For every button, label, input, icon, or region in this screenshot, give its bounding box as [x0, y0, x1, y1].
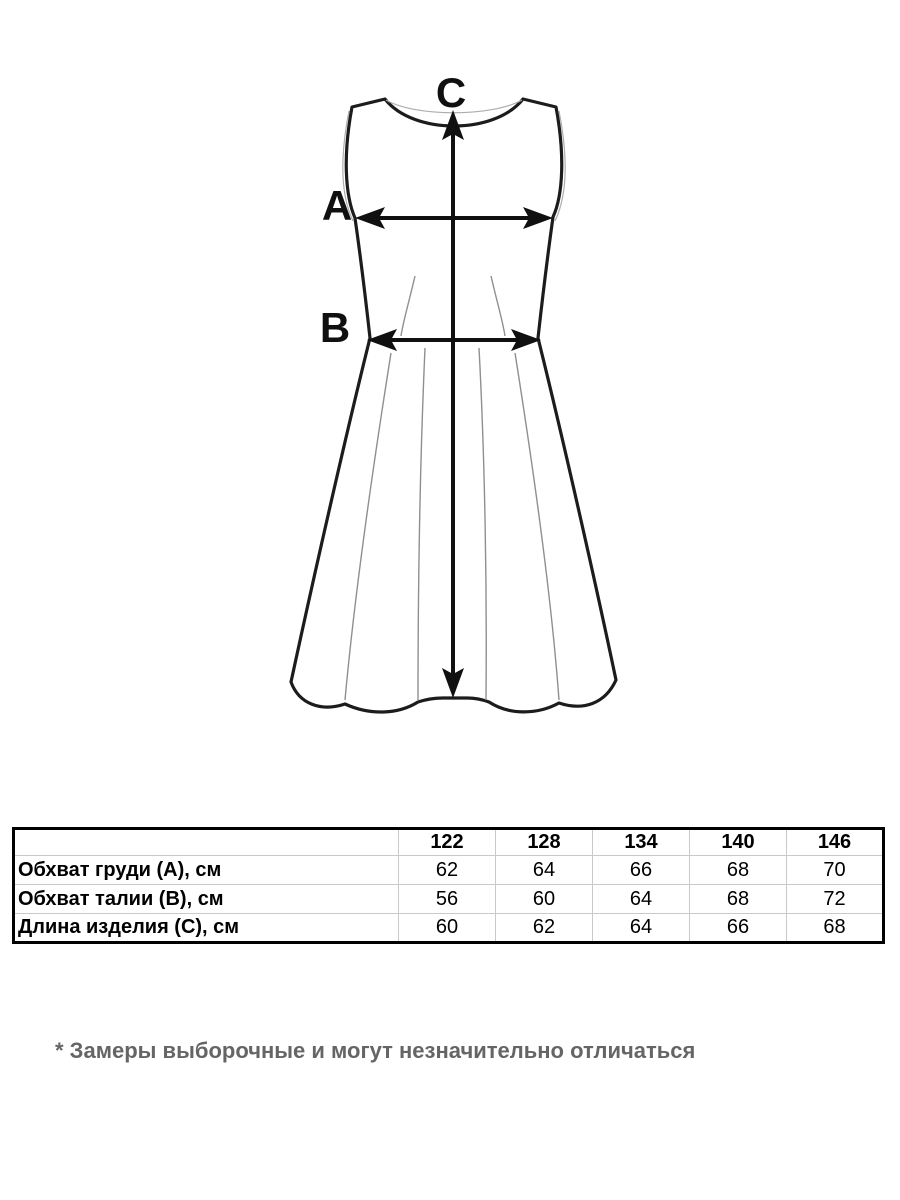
footnote: * Замеры выборочные и могут незначительно отличаться	[55, 1038, 696, 1063]
value-cell: 68	[690, 885, 787, 914]
dress-diagram	[275, 70, 635, 730]
size-header: 134	[593, 829, 690, 856]
value-cell: 62	[496, 914, 593, 943]
value-cell: 62	[399, 856, 496, 885]
value-cell: 68	[787, 914, 884, 943]
value-cell: 72	[787, 885, 884, 914]
waist-label: B	[319, 304, 351, 351]
size-header: 146	[787, 829, 884, 856]
table-row-waist	[14, 885, 884, 914]
value-cell: 56	[399, 885, 496, 914]
value-cell: 66	[690, 914, 787, 943]
row-label: Обхват талии (B), см	[14, 885, 399, 914]
size-header-row	[14, 829, 884, 856]
size-header: 140	[690, 829, 787, 856]
value-cell: 60	[399, 914, 496, 943]
table-row-length	[14, 914, 884, 943]
size-header: 128	[496, 829, 593, 856]
value-cell: 64	[593, 914, 690, 943]
table-row-chest	[14, 856, 884, 885]
row-label: Обхват груди (A), см	[14, 856, 399, 885]
value-cell: 64	[496, 856, 593, 885]
length-label: C	[435, 70, 467, 116]
chest-label: A	[321, 182, 353, 229]
value-cell: 60	[496, 885, 593, 914]
value-cell: 70	[787, 856, 884, 885]
value-cell: 68	[690, 856, 787, 885]
corner-cell	[14, 829, 399, 856]
size-table	[12, 827, 885, 944]
size-header: 122	[399, 829, 496, 856]
dress-diagram-svg	[275, 70, 635, 730]
value-cell: 66	[593, 856, 690, 885]
value-cell: 64	[593, 885, 690, 914]
row-label: Длина изделия (C), см	[14, 914, 399, 943]
